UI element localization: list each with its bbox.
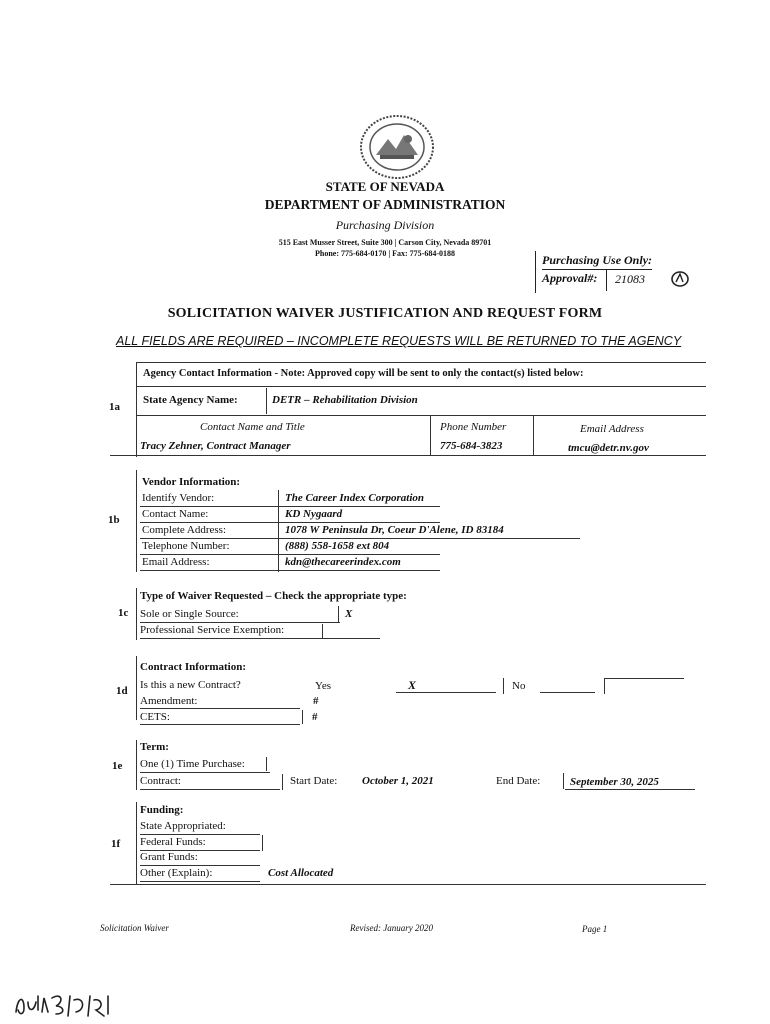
contact-name-value[interactable]: Tracy Zehner, Contract Manager	[140, 440, 291, 452]
vendor-field-value[interactable]: KD Nygaard	[285, 508, 343, 520]
vendor-field-value[interactable]: kdn@thecareerindex.com	[285, 556, 401, 568]
new-contract-label: Is this a new Contract?	[140, 679, 241, 691]
section-1d-id: 1d	[116, 685, 128, 697]
funding-field-label: Other (Explain):	[140, 866, 213, 879]
section-1c-heading: Type of Waiver Requested – Check the appropriate type:	[140, 590, 407, 602]
vendor-field-value[interactable]: The Career Index Corporation	[285, 492, 425, 504]
vendor-field-label: Complete Address:	[142, 524, 227, 536]
col-contact-header: Contact Name and Title	[200, 421, 305, 433]
header-phones: Phone: 775-684-0170 | Fax: 775-684-0188	[315, 249, 455, 258]
amendment-hash: #	[313, 695, 319, 707]
purchasing-use-box	[535, 251, 708, 293]
vendor-field-label: Telephone Number:	[142, 540, 230, 552]
header-state: STATE OF NEVADA	[325, 179, 445, 194]
col-email-header: Email Address	[580, 423, 644, 435]
start-date-label: Start Date:	[290, 775, 338, 787]
contract-label: Contract:	[140, 775, 181, 787]
end-date-label: End Date:	[496, 775, 541, 787]
form-title: SOLICITATION WAIVER JUSTIFICATION AND REQUEST FORM	[167, 306, 603, 321]
header-address: 515 East Musser Street, Suite 300 | Carson City, Nevada 89701	[278, 238, 492, 247]
agency-name-value[interactable]: DETR – Rehabilitation Division	[272, 394, 418, 406]
section-1f-heading: Funding:	[140, 804, 184, 816]
approval-value-box[interactable]	[606, 269, 707, 291]
yes-value[interactable]: X	[408, 678, 417, 692]
section-1a-id: 1a	[109, 401, 120, 413]
contact-email-value[interactable]: tmcu@detr.nv.gov	[568, 442, 649, 454]
funding-field-label: State Appropriated:	[140, 820, 226, 832]
section-1a-heading: Agency Contact Information - Note: Approved copy will be sent to only the contact(s) listed below:	[143, 368, 584, 379]
section-1b-heading: Vendor Information:	[142, 476, 241, 488]
contact-phone-value[interactable]: 775-684-3823	[440, 440, 503, 452]
funding-field-label: Grant Funds:	[140, 851, 198, 863]
agency-name-label: State Agency Name:	[143, 394, 238, 406]
state-seal-icon	[356, 113, 438, 181]
funding-field-label: Federal Funds:	[140, 835, 206, 848]
cets-label: CETS:	[140, 711, 170, 723]
funding-field-value[interactable]: Cost Allocated	[268, 866, 334, 879]
amendment-label: Amendment:	[140, 695, 198, 707]
vendor-field-label: Contact Name:	[142, 508, 209, 520]
end-date-value[interactable]: September 30, 2025	[570, 776, 659, 788]
vendor-field-label: Email Address:	[142, 556, 210, 568]
section-1e-id: 1e	[112, 760, 123, 772]
approval-label: Approval#:	[542, 271, 598, 285]
footer-right: Page 1	[582, 924, 608, 934]
footer-center: Revised: January 2020	[350, 923, 433, 933]
purchasing-use-label: Purchasing Use Only:	[542, 253, 652, 270]
section-1e-heading: Term:	[140, 741, 169, 753]
vendor-field-label: Identify Vendor:	[142, 492, 215, 504]
sole-source-label: Sole or Single Source:	[140, 608, 239, 620]
vendor-field-value[interactable]: 1078 W Peninsula Dr, Coeur D'Alene, ID 83184	[285, 524, 504, 536]
section-1f-id: 1f	[111, 838, 121, 850]
one-time-purchase-label: One (1) Time Purchase:	[140, 758, 245, 770]
yes-label: Yes	[315, 680, 332, 692]
required-notice: ALL FIELDS ARE REQUIRED – INCOMPLETE REQUESTS WILL BE RETURNED TO THE AGENCY	[116, 334, 682, 348]
vendor-field-value[interactable]: (888) 558-1658 ext 804	[285, 540, 390, 552]
header-division: Purchasing Division	[335, 218, 435, 232]
header-department: DEPARTMENT OF ADMINISTRATION	[264, 197, 506, 212]
sole-source-value[interactable]: X	[345, 608, 353, 620]
section-1c-id: 1c	[118, 607, 129, 619]
approval-stamp-icon	[669, 270, 691, 288]
section-1b-id: 1b	[108, 514, 120, 526]
professional-service-label: Professional Service Exemption:	[140, 624, 285, 636]
cets-hash: #	[312, 711, 318, 723]
start-date-value[interactable]: October 1, 2021	[362, 775, 434, 787]
no-label: No	[512, 680, 526, 692]
section-1d-heading: Contract Information:	[140, 661, 247, 673]
approval-value: 21083	[615, 272, 645, 286]
handwritten-signature-icon	[12, 988, 122, 1020]
footer-left: Solicitation Waiver	[100, 923, 169, 933]
col-phone-header: Phone Number	[440, 421, 507, 433]
